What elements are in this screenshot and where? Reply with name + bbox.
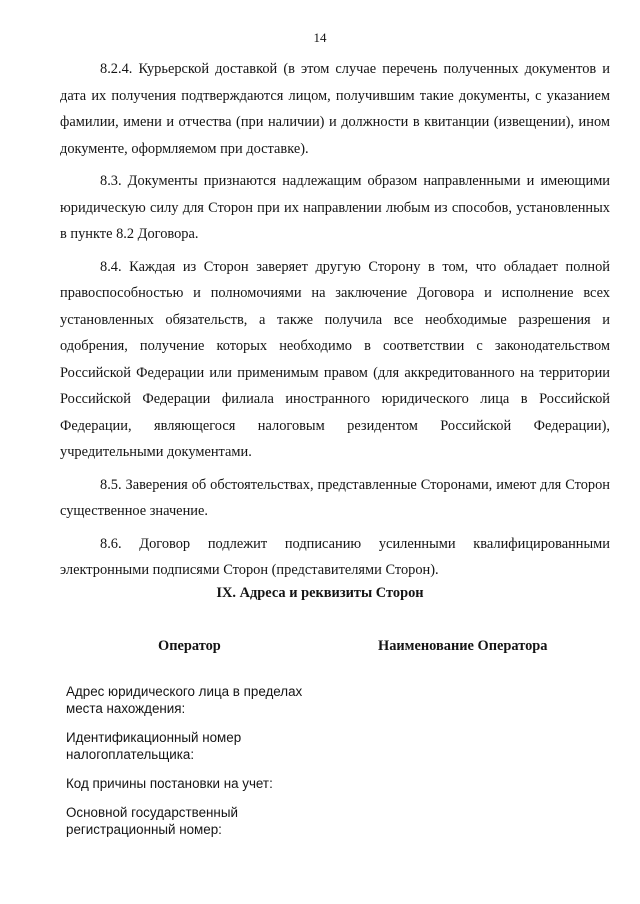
paragraph-8-6: 8.6. Договор подлежит подписанию усиленными квалифицированными электронными подписями Сторон (представителями Сторон). xyxy=(60,535,610,578)
requisite-ogrn: Основной государственный регистрационный номер: xyxy=(66,805,238,837)
requisite-inn: Идентификационный номер налогоплательщика: xyxy=(66,730,242,762)
requisites-list xyxy=(66,683,326,850)
paragraph-8-4: 8.4. Каждая из Сторон заверяет другую Сторону в том, что обладает полной правоспособностью и полномочиями на заключение Договора и исполнение всех установленных обязательств, а также получила все необходимые разрешения и одобрения, получение которых необходимо в соответствии с законодательством Российской Федерации или применимым правом (для аккредитованного на территории Российской Федерации филиала иностранного юридического лица в Российской Федерации, являющегося налоговым резидентом Российской Федерации), учредительными документами. xyxy=(60,258,610,460)
operator-name-header: Наименование Оператора xyxy=(378,638,548,654)
paragraph-8-3: 8.3. Документы признаются надлежащим образом направленными и имеющими юридическую силу для Сторон при их направлении любым из способов, установленных в пункте 8.2 Договора. xyxy=(60,173,610,242)
page-number: 14 xyxy=(313,30,327,45)
requisite-kpp: Код причины постановки на учет: xyxy=(66,776,273,791)
section-title: IX. Адреса и реквизиты Сторон xyxy=(216,585,424,601)
paragraph-8-5: 8.5. Заверения об обстоятельствах, представленные Сторонами, имеют для Сторон существенное значение. xyxy=(60,476,610,519)
operator-header: Оператор xyxy=(158,638,221,654)
document-body xyxy=(60,56,610,590)
requisite-legal-address: Адрес юридического лица в пределах места нахождения: xyxy=(66,684,303,716)
paragraph-8-2-4: 8.2.4. Курьерской доставкой (в этом случае перечень полученных документов и дата их получения подтверждаются лицом, получившим такие документы, с указанием фамилии, имени и отчества (при наличии) и должности в квитанции (извещении), ином документе, оформляемом при доставке). xyxy=(60,61,610,157)
